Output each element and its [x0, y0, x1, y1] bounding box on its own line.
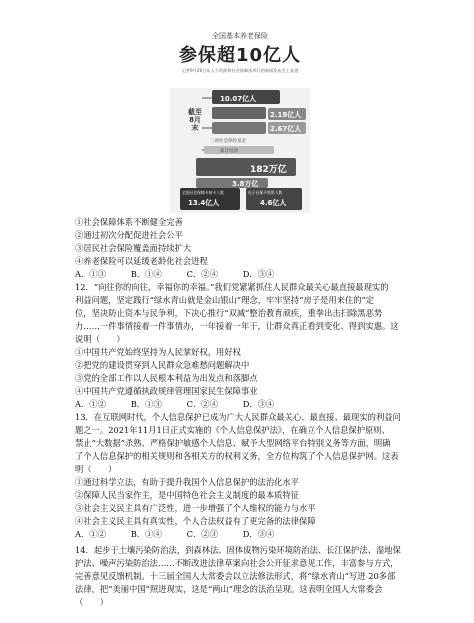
infographic-title: 全国基本养老保险 — [212, 32, 268, 40]
q12-text-1: 12．“向往你的向往，幸福你的幸福。”我们党紧紧抓住人民群众最关心最直接最现实的 — [75, 282, 389, 292]
q13-text-1: 13．在互联网时代，个人信息保护已成为广大人民群众最关心、最直接、最现实的利益问 — [75, 412, 401, 422]
value-1: 10.07亿人 — [220, 95, 257, 103]
q12-option-3: ③党的全部工作以人民根本利益为出发点和落脚点 — [75, 373, 258, 383]
q12-text-5: 说明（ ） — [75, 334, 125, 344]
label-b: 累计结余 — [220, 149, 238, 154]
q13-text-3: 禁止“大数据”杀熟、严格保护敏感个人信息、赋予大型网络平台特别义务等方面，明确 — [75, 438, 391, 448]
q13-option-1: ①通过科学立法，有助于提升我国个人信息保护的法治化水平 — [75, 477, 300, 487]
amount-2: 3.8万亿 — [232, 180, 259, 188]
infographic — [150, 28, 330, 213]
q12-option-2: ②把党的建设贯穿到人民群众急难愁问题解决中 — [75, 360, 250, 370]
q13-text-5: 明（ ） — [75, 464, 117, 474]
q13-text-2: 题之一。2021年11月1日正式实施的《个人信息保护法》，在确立个人信息保护原则、 — [75, 425, 390, 435]
value-2: 2.18亿人 — [270, 111, 302, 119]
q13-text-4: 了个人信息保护的相关规则和各相关方的权利义务，全方位构筑了个人信息保护网。这表 — [75, 451, 399, 461]
amount-1: 182万亿 — [250, 165, 287, 175]
bottom-right-value: 4.6亿人 — [260, 199, 287, 207]
q11-choices: A．①③ B．①④ C．②④ D．③④ — [75, 269, 275, 279]
q11-option-1: ①社会保障体系不断健全完善 — [75, 217, 183, 227]
infographic-side-label: 截至8月末 — [188, 108, 202, 132]
q13-choices: A．①② B．①④ C．②③ D．③④ — [75, 529, 275, 539]
value-3: 2.67亿人 — [270, 125, 302, 133]
q13-option-4: ④社会主义民主具有真实性，个人合法权益有了更完备的法律保障 — [75, 516, 316, 526]
q11-option-2: ②通过初次分配促进社会公平 — [75, 230, 183, 240]
q14-text-2: 护法、噪声污染防治法……不断改进法律草案向社会公开征求意见工作，丰富参与方式， — [75, 558, 399, 568]
q12-option-4: ④中国共产党遵循执政规律管理国家民生保障事业 — [75, 386, 258, 396]
infographic-headline: 参保超10亿人 — [178, 45, 302, 66]
q13-option-3: ③社会主义民主具有广泛性，进一步增强了个人维权的能力与水平 — [75, 503, 316, 513]
q12-text-3: 位，坚决防止资本与民争利，下决心推行“双减”整治教育顽疾，重拳出击扫除黑恶势 — [75, 308, 383, 318]
q14-text-5: （ ） — [75, 597, 109, 607]
q12-choices: A．①② B．①③ C．②④ D．③④ — [75, 399, 275, 409]
infographic-subtitle: 记者9月26日从人力资源和社会保障部举行的新闻发布会上获悉 — [181, 68, 299, 73]
q14-text-4: 法律，把“美丽中国”照进现实，这是“两山”理念的法治呈现。这表明全国人大常委会 — [75, 584, 383, 594]
q12-text-4: 力……一件事情接着一件事情办，一年接着一年干，让群众真正看到变化、得到实惠。这 — [75, 321, 399, 331]
bottom-right-label: 电子社保卡领用人数 — [248, 190, 283, 195]
bottom-left-value: 13.4亿人 — [188, 199, 220, 207]
q14-text-3: 完善意见反馈机制。十三届全国人大常委会以立法修法形式，将“绿水青山”写进 20多部 — [75, 571, 396, 581]
q11-option-3: ③居民社会保险覆盖面持续扩大 — [75, 243, 192, 253]
q11-option-4: ④养老保险可以延缓老龄化社会进程 — [75, 256, 208, 266]
q14-text-1: 14．起步于土壤污染防治法，到森林法、固体废物污染环境防治法、长江保护法、湿地保 — [75, 545, 401, 555]
bottom-left-label: 全国社会保障卡持卡人数 — [182, 190, 224, 195]
q12-option-1: ①中国共产党始终坚持为人民掌好权，用好权 — [75, 347, 241, 357]
label-a: 三项社会保险基金 — [210, 139, 246, 144]
q13-option-2: ②保障人民当家作主，是中国特色社会主义制度的最本质特征 — [75, 490, 300, 500]
q12-text-2: 利益问题，坚定践行“绿水青山就是金山银山”理念，牢牢坚持“房子是用来住的”定 — [75, 295, 375, 305]
